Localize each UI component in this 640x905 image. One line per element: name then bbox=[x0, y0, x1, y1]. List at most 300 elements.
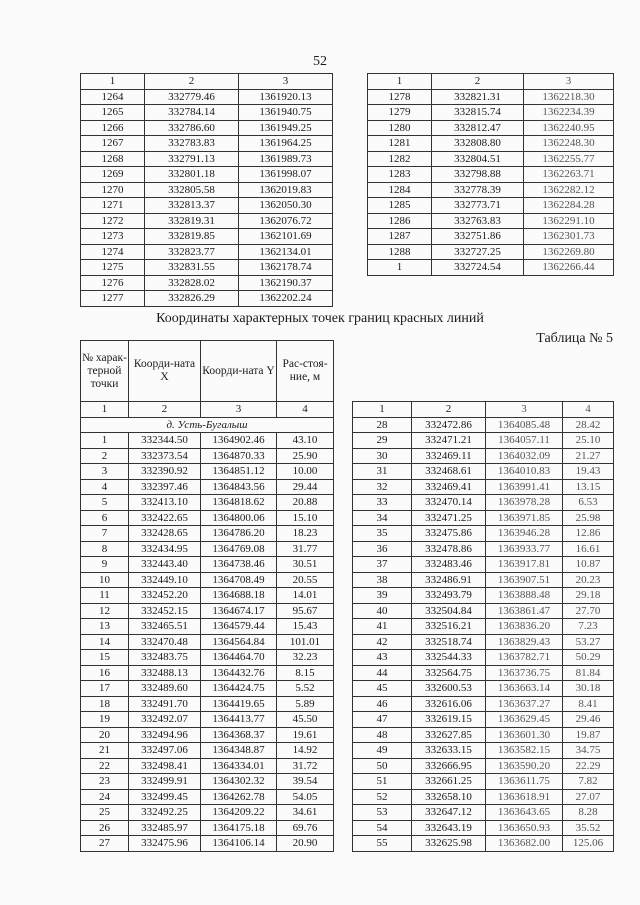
table-cell: 1364419.65 bbox=[201, 696, 277, 712]
table-cell: 1363836.20 bbox=[486, 619, 563, 635]
table-cell: 1364432.76 bbox=[201, 665, 277, 681]
table-cell: 55 bbox=[353, 836, 412, 852]
table-cell: 14.01 bbox=[277, 588, 334, 604]
table-row bbox=[81, 182, 333, 198]
table-row bbox=[368, 167, 614, 183]
table-cell: 332422.65 bbox=[129, 510, 201, 526]
table-cell: 332499.91 bbox=[129, 774, 201, 790]
table-cell: 332751.86 bbox=[432, 229, 524, 245]
table-cell: 1364818.62 bbox=[201, 495, 277, 511]
table-cell: 48 bbox=[353, 727, 412, 743]
table-cell: 1363601.30 bbox=[486, 727, 563, 743]
table-cell: 332661.25 bbox=[412, 774, 486, 790]
table-cell: 21.27 bbox=[563, 448, 614, 464]
table-cell: 12.86 bbox=[563, 526, 614, 542]
table-cell: 45 bbox=[353, 681, 412, 697]
table-cell: 332471.25 bbox=[412, 510, 486, 526]
table-cell: 43.10 bbox=[277, 433, 334, 449]
table-cell: 332600.53 bbox=[412, 681, 486, 697]
table-cell: 26 bbox=[81, 820, 129, 836]
table-cell: 1280 bbox=[368, 120, 432, 136]
table-row bbox=[81, 167, 333, 183]
table-cell: 1 bbox=[368, 260, 432, 276]
table-row bbox=[81, 510, 334, 526]
table-cell: 69.76 bbox=[277, 820, 334, 836]
table-cell: 1364262.78 bbox=[201, 789, 277, 805]
table-cell: 1363946.28 bbox=[486, 526, 563, 542]
table-cell: 1364348.87 bbox=[201, 743, 277, 759]
table-cell: 332773.71 bbox=[432, 198, 524, 214]
table-cell: 332643.19 bbox=[412, 820, 486, 836]
table-row bbox=[353, 417, 614, 433]
table-cell: 42 bbox=[353, 634, 412, 650]
table-cell: 1362240.95 bbox=[524, 120, 614, 136]
table-row bbox=[353, 619, 614, 635]
table-cell: 332778.39 bbox=[432, 182, 524, 198]
table-cell: 332397.46 bbox=[129, 479, 201, 495]
table-cell: 1363582.15 bbox=[486, 743, 563, 759]
table-cell: 1364902.46 bbox=[201, 433, 277, 449]
col-number: 1 bbox=[81, 402, 129, 418]
table-cell: 332727.25 bbox=[432, 244, 524, 260]
header-number-row bbox=[368, 74, 614, 90]
table-cell: 332633.15 bbox=[412, 743, 486, 759]
table-cell: 332452.15 bbox=[129, 603, 201, 619]
table-cell: 332815.74 bbox=[432, 105, 524, 121]
table-cell: 1362284.28 bbox=[524, 198, 614, 214]
table-cell: 1270 bbox=[81, 182, 145, 198]
table-cell: 31 bbox=[353, 464, 412, 480]
table-cell: 332627.85 bbox=[412, 727, 486, 743]
table-cell: 36 bbox=[353, 541, 412, 557]
table-cell: 27.70 bbox=[563, 603, 614, 619]
table-cell: 1363643.65 bbox=[486, 805, 563, 821]
table-row bbox=[353, 541, 614, 557]
header-coordinate-x: Коорди-ната X bbox=[129, 341, 201, 402]
table-cell: 1362282.12 bbox=[524, 182, 614, 198]
table-cell: 125.06 bbox=[563, 836, 614, 852]
table-cell: 1364738.46 bbox=[201, 557, 277, 573]
table-cell: 332428.65 bbox=[129, 526, 201, 542]
table-cell: 332625.98 bbox=[412, 836, 486, 852]
table-cell: 1363991.41 bbox=[486, 479, 563, 495]
table-row bbox=[81, 433, 334, 449]
table-cell: 1362019.83 bbox=[239, 182, 333, 198]
table-row bbox=[368, 89, 614, 105]
table-cell: 5 bbox=[81, 495, 129, 511]
table-cell: 1364334.01 bbox=[201, 758, 277, 774]
table-cell: 30.51 bbox=[277, 557, 334, 573]
table-cell: 45.50 bbox=[277, 712, 334, 728]
table-cell: 7.82 bbox=[563, 774, 614, 790]
table-row bbox=[353, 743, 614, 759]
table-cell: 332469.11 bbox=[412, 448, 486, 464]
table-row bbox=[81, 151, 333, 167]
table-cell: 1362234.39 bbox=[524, 105, 614, 121]
table-cell: 20.88 bbox=[277, 495, 334, 511]
page-number: 52 bbox=[313, 54, 327, 69]
table-cell: 18.23 bbox=[277, 526, 334, 542]
table-cell: 50 bbox=[353, 758, 412, 774]
table-cell: 1362266.44 bbox=[524, 260, 614, 276]
table-cell: 22 bbox=[81, 758, 129, 774]
section-title: Координаты характерных точек границ красных линий bbox=[156, 311, 484, 326]
table-cell: 1274 bbox=[81, 244, 145, 260]
table-cell: 1363829.43 bbox=[486, 634, 563, 650]
table-row bbox=[81, 557, 334, 573]
table-cell: 29.44 bbox=[277, 479, 334, 495]
table-cell: 8 bbox=[81, 541, 129, 557]
table-cell: 1364769.08 bbox=[201, 541, 277, 557]
table-cell: 12 bbox=[81, 603, 129, 619]
table-cell: 16.61 bbox=[563, 541, 614, 557]
table-cell: 1363782.71 bbox=[486, 650, 563, 666]
table-cell: 1364057.11 bbox=[486, 433, 563, 449]
table-row bbox=[81, 774, 334, 790]
table-cell: 53 bbox=[353, 805, 412, 821]
table-cell: 332443.40 bbox=[129, 557, 201, 573]
table-row bbox=[81, 650, 334, 666]
col-number: 3 bbox=[486, 402, 563, 418]
table-cell: 1362248.30 bbox=[524, 136, 614, 152]
table-cell: 20 bbox=[81, 727, 129, 743]
table-label: Таблица № 5 bbox=[536, 331, 613, 346]
col-number: 4 bbox=[277, 402, 334, 418]
table-cell: 332492.25 bbox=[129, 805, 201, 821]
table-cell: 1268 bbox=[81, 151, 145, 167]
table-cell: 15.10 bbox=[277, 510, 334, 526]
table-cell: 1 bbox=[81, 433, 129, 449]
table-cell: 332483.46 bbox=[412, 557, 486, 573]
col-number: 2 bbox=[129, 402, 201, 418]
table-cell: 1362301.73 bbox=[524, 229, 614, 245]
table-cell: 10.87 bbox=[563, 557, 614, 573]
col-number: 1 bbox=[368, 74, 432, 90]
table-row bbox=[353, 510, 614, 526]
table-cell: 95.67 bbox=[277, 603, 334, 619]
table-cell: 332471.21 bbox=[412, 433, 486, 449]
table-cell: 1364464.70 bbox=[201, 650, 277, 666]
table-cell: 1361998.07 bbox=[239, 167, 333, 183]
table-cell: 23 bbox=[81, 774, 129, 790]
table-cell: 332808.80 bbox=[432, 136, 524, 152]
table-cell: 332494.96 bbox=[129, 727, 201, 743]
table-row bbox=[81, 712, 334, 728]
table-cell: 332489.60 bbox=[129, 681, 201, 697]
table-cell: 44 bbox=[353, 665, 412, 681]
table-row bbox=[81, 105, 333, 121]
table-cell: 1279 bbox=[368, 105, 432, 121]
table-cell: 8.41 bbox=[563, 696, 614, 712]
table-cell: 1266 bbox=[81, 120, 145, 136]
table-cell: 332493.79 bbox=[412, 588, 486, 604]
table-row bbox=[353, 774, 614, 790]
table-cell: 1364106.14 bbox=[201, 836, 277, 852]
table-row bbox=[368, 213, 614, 229]
table-cell: 332666.95 bbox=[412, 758, 486, 774]
header-distance: Рас-стоя-ние, м bbox=[277, 341, 334, 402]
table-cell: 25.98 bbox=[563, 510, 614, 526]
table-cell: 332449.10 bbox=[129, 572, 201, 588]
table-cell: 332472.86 bbox=[412, 417, 486, 433]
table-cell: 1272 bbox=[81, 213, 145, 229]
table-cell: 31.77 bbox=[277, 541, 334, 557]
table-row bbox=[81, 572, 334, 588]
table-cell: 14 bbox=[81, 634, 129, 650]
table-cell: 332544.33 bbox=[412, 650, 486, 666]
table-row bbox=[353, 572, 614, 588]
table-cell: 1364010.83 bbox=[486, 464, 563, 480]
table-cell: 43 bbox=[353, 650, 412, 666]
table-cell: 332779.46 bbox=[145, 89, 239, 105]
table-cell: 1271 bbox=[81, 198, 145, 214]
table-cell: 30.18 bbox=[563, 681, 614, 697]
table-cell: 1363618.91 bbox=[486, 789, 563, 805]
table-cell: 1362263.71 bbox=[524, 167, 614, 183]
table-cell: 1281 bbox=[368, 136, 432, 152]
table-cell: 1287 bbox=[368, 229, 432, 245]
table-cell: 1364843.56 bbox=[201, 479, 277, 495]
table-cell: 1364424.75 bbox=[201, 681, 277, 697]
col-number: 2 bbox=[412, 402, 486, 418]
table-row bbox=[353, 588, 614, 604]
table-row bbox=[353, 727, 614, 743]
table-cell: 332497.06 bbox=[129, 743, 201, 759]
table-row bbox=[81, 696, 334, 712]
table-cell: 332801.18 bbox=[145, 167, 239, 183]
table-cell: 332491.70 bbox=[129, 696, 201, 712]
table-cell: 1286 bbox=[368, 213, 432, 229]
table-cell: 332813.37 bbox=[145, 198, 239, 214]
col-number: 2 bbox=[145, 74, 239, 90]
table-cell: 332786.60 bbox=[145, 120, 239, 136]
table-row bbox=[81, 634, 334, 650]
table-row bbox=[81, 495, 334, 511]
table-cell: 332516.21 bbox=[412, 619, 486, 635]
table-cell: 332616.06 bbox=[412, 696, 486, 712]
table-cell: 332619.15 bbox=[412, 712, 486, 728]
table-cell: 332434.95 bbox=[129, 541, 201, 557]
table-cell: 1364870.33 bbox=[201, 448, 277, 464]
table-cell: 1278 bbox=[368, 89, 432, 105]
table-row bbox=[81, 275, 333, 291]
table-cell: 31.72 bbox=[277, 758, 334, 774]
table-cell: 16 bbox=[81, 665, 129, 681]
table-cell: 332812.47 bbox=[432, 120, 524, 136]
table-row bbox=[353, 696, 614, 712]
table-row bbox=[368, 229, 614, 245]
table-cell: 332475.86 bbox=[412, 526, 486, 542]
table-row bbox=[368, 260, 614, 276]
table-cell: 25.90 bbox=[277, 448, 334, 464]
table-cell: 332564.75 bbox=[412, 665, 486, 681]
table-cell: 10 bbox=[81, 572, 129, 588]
table-cell: 15 bbox=[81, 650, 129, 666]
col-number: 2 bbox=[432, 74, 524, 90]
table-cell: 1364674.17 bbox=[201, 603, 277, 619]
table-cell: 332492.07 bbox=[129, 712, 201, 728]
table-cell: 332470.48 bbox=[129, 634, 201, 650]
table-row bbox=[353, 634, 614, 650]
table-cell: 1364688.18 bbox=[201, 588, 277, 604]
table5-right bbox=[352, 401, 614, 852]
table-cell: 332498.41 bbox=[129, 758, 201, 774]
table-cell: 5.89 bbox=[277, 696, 334, 712]
table-cell: 51 bbox=[353, 774, 412, 790]
table-row bbox=[81, 758, 334, 774]
table-cell: 1362269.80 bbox=[524, 244, 614, 260]
table-cell: 28.42 bbox=[563, 417, 614, 433]
table-cell: 1363736.75 bbox=[486, 665, 563, 681]
table-cell: 1363590.20 bbox=[486, 758, 563, 774]
table-row bbox=[81, 213, 333, 229]
table-cell: 1264 bbox=[81, 89, 145, 105]
table-cell: 32 bbox=[353, 479, 412, 495]
table-cell: 1363917.81 bbox=[486, 557, 563, 573]
table-cell: 1362050.30 bbox=[239, 198, 333, 214]
table-cell: 1361964.25 bbox=[239, 136, 333, 152]
table-cell: 28 bbox=[353, 417, 412, 433]
table-row bbox=[81, 789, 334, 805]
table-cell: 8.15 bbox=[277, 665, 334, 681]
table-cell: 1364564.84 bbox=[201, 634, 277, 650]
table-cell: 332390.92 bbox=[129, 464, 201, 480]
table-cell: 332452.20 bbox=[129, 588, 201, 604]
table-cell: 332475.96 bbox=[129, 836, 201, 852]
table-row bbox=[81, 479, 334, 495]
table-cell: 6.53 bbox=[563, 495, 614, 511]
table-cell: 1273 bbox=[81, 229, 145, 245]
table-cell: 332805.58 bbox=[145, 182, 239, 198]
col-number: 1 bbox=[81, 74, 145, 90]
table-cell: 332784.14 bbox=[145, 105, 239, 121]
table-cell: 332826.29 bbox=[145, 291, 239, 307]
table-cell: 1363971.85 bbox=[486, 510, 563, 526]
table-cell: 15.43 bbox=[277, 619, 334, 635]
table-cell: 25.10 bbox=[563, 433, 614, 449]
table-row bbox=[81, 665, 334, 681]
table-row bbox=[81, 229, 333, 245]
table-cell: 1364786.20 bbox=[201, 526, 277, 542]
table-row bbox=[81, 805, 334, 821]
table-cell: 32.23 bbox=[277, 650, 334, 666]
table-row bbox=[353, 758, 614, 774]
table-cell: 332486.91 bbox=[412, 572, 486, 588]
table-row bbox=[368, 120, 614, 136]
table-cell: 332831.55 bbox=[145, 260, 239, 276]
table-cell: 19.87 bbox=[563, 727, 614, 743]
table-row bbox=[353, 681, 614, 697]
table-cell: 29.46 bbox=[563, 712, 614, 728]
table-cell: 22.29 bbox=[563, 758, 614, 774]
top-right-table bbox=[367, 73, 614, 276]
table-row bbox=[81, 260, 333, 276]
table-cell: 1363861.47 bbox=[486, 603, 563, 619]
table-cell: 1362178.74 bbox=[239, 260, 333, 276]
table-cell: 18 bbox=[81, 696, 129, 712]
table-cell: 101.01 bbox=[277, 634, 334, 650]
table-cell: 41 bbox=[353, 619, 412, 635]
table-cell: 1364413.77 bbox=[201, 712, 277, 728]
table-cell: 33 bbox=[353, 495, 412, 511]
table-row bbox=[368, 105, 614, 121]
table-cell: 332828.02 bbox=[145, 275, 239, 291]
table-row bbox=[353, 650, 614, 666]
table-cell: 14.92 bbox=[277, 743, 334, 759]
table-row bbox=[368, 182, 614, 198]
header-number-row bbox=[81, 402, 334, 418]
table-row bbox=[353, 526, 614, 542]
table-cell: 1362255.77 bbox=[524, 151, 614, 167]
table-cell: 27.07 bbox=[563, 789, 614, 805]
table-cell: 1285 bbox=[368, 198, 432, 214]
table-cell: 1364175.18 bbox=[201, 820, 277, 836]
header-coordinate-y: Коорди-ната Y bbox=[201, 341, 277, 402]
table-cell: 21 bbox=[81, 743, 129, 759]
table-row bbox=[353, 665, 614, 681]
table-cell: 1269 bbox=[81, 167, 145, 183]
table-cell: 49 bbox=[353, 743, 412, 759]
table-row bbox=[353, 603, 614, 619]
table-row bbox=[81, 448, 334, 464]
col-number: 4 bbox=[563, 402, 614, 418]
table-cell: 3 bbox=[81, 464, 129, 480]
table-row bbox=[353, 820, 614, 836]
table-cell: 332791.13 bbox=[145, 151, 239, 167]
table-cell: 81.84 bbox=[563, 665, 614, 681]
table-row bbox=[353, 448, 614, 464]
table-cell: 1362134.01 bbox=[239, 244, 333, 260]
table-cell: 1362076.72 bbox=[239, 213, 333, 229]
table-cell: 19.43 bbox=[563, 464, 614, 480]
table-row bbox=[81, 836, 334, 852]
table-cell: 332819.31 bbox=[145, 213, 239, 229]
table-cell: 1282 bbox=[368, 151, 432, 167]
table-cell: 332373.54 bbox=[129, 448, 201, 464]
table-cell: 1364032.09 bbox=[486, 448, 563, 464]
table-row bbox=[81, 727, 334, 743]
table-cell: 47 bbox=[353, 712, 412, 728]
table-cell: 1267 bbox=[81, 136, 145, 152]
table-cell: 332821.31 bbox=[432, 89, 524, 105]
table-row bbox=[81, 541, 334, 557]
table-cell: 1364708.49 bbox=[201, 572, 277, 588]
table-cell: 34.61 bbox=[277, 805, 334, 821]
table-cell: 35.52 bbox=[563, 820, 614, 836]
table-row bbox=[368, 136, 614, 152]
table-cell: 1265 bbox=[81, 105, 145, 121]
table-cell: 332658.10 bbox=[412, 789, 486, 805]
table-cell: 332804.51 bbox=[432, 151, 524, 167]
table-cell: 332344.50 bbox=[129, 433, 201, 449]
table-row bbox=[353, 495, 614, 511]
table-row bbox=[353, 433, 614, 449]
table-row bbox=[81, 681, 334, 697]
table-row bbox=[368, 151, 614, 167]
table-row bbox=[81, 291, 333, 307]
table-row bbox=[353, 805, 614, 821]
table-cell: 1363907.51 bbox=[486, 572, 563, 588]
table-cell: 6 bbox=[81, 510, 129, 526]
table-cell: 1283 bbox=[368, 167, 432, 183]
table-cell: 332724.54 bbox=[432, 260, 524, 276]
table-cell: 11 bbox=[81, 588, 129, 604]
table-cell: 332478.86 bbox=[412, 541, 486, 557]
table-cell: 332468.61 bbox=[412, 464, 486, 480]
header-number-row bbox=[353, 402, 614, 418]
table-cell: 1288 bbox=[368, 244, 432, 260]
table-cell: 332647.12 bbox=[412, 805, 486, 821]
